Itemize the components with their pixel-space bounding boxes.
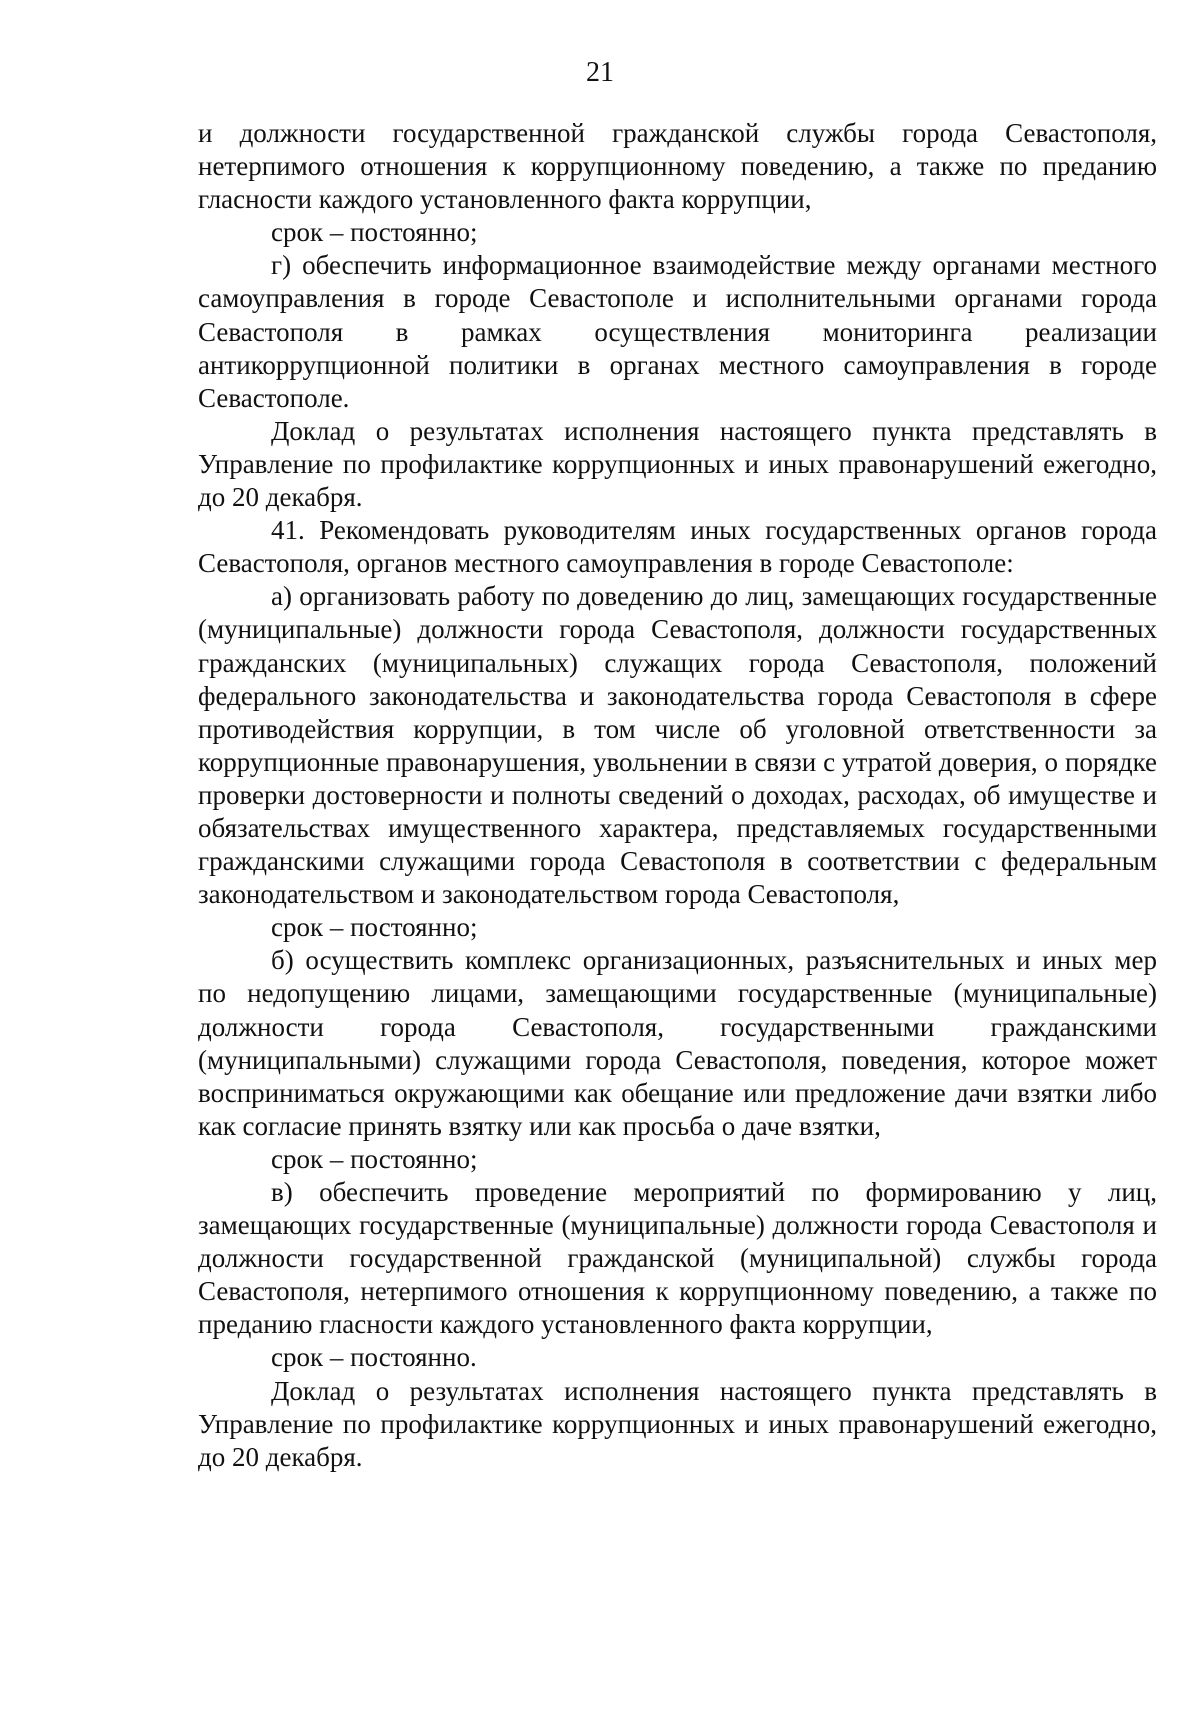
paragraph-continuation: и должности государственной гражданской службы города Севастополя, нетерпимого отношения к коррупционному поведению, а также по преданию гласности каждого установленного факта коррупции, [198,118,1157,215]
paragraph-deadline: срок – постоянно. [271,1342,477,1373]
paragraph-deadline: срок – постоянно; [271,217,478,248]
paragraph-deadline: срок – постоянно; [271,1143,478,1174]
document-body [198,117,1157,1474]
paragraph-deadline: срок – постоянно; [271,912,478,943]
page-number: 21 [586,57,614,88]
paragraph-item-b: б) осуществить комплекс организационных, разъяснительных и иных мер по недопущению лицами, замещающими государственные (муниципальные) должности города Севастополя, государственными гражданскими (муниципальными) служащими города Севастополя, поведения, которое может восприниматься окружающими как обещание или предложение дачи взятки либо как согласие принять взятку или как просьба о даче взятки, [198,945,1157,1141]
paragraph-report: Доклад о результатах исполнения настоящего пункта представлять в Управление по профилактике коррупционных и иных правонарушений ежегодно, до 20 декабря. [198,1375,1157,1472]
paragraph-report: Доклад о результатах исполнения настоящего пункта представлять в Управление по профилактике коррупционных и иных правонарушений ежегодно, до 20 декабря. [198,415,1157,513]
paragraph-item-v: в) обеспечить проведение мероприятий по формированию у лиц, замещающих государственные (муниципальные) должности города Севастополя и должности государственной гражданской (муниципальной) службы города Севастополя, нетерпимого отношения к коррупционному поведению, а также по преданию гласности каждого установленного факта коррупции, [198,1177,1157,1340]
paragraph-item-g: г) обеспечить информационное взаимодействие между органами местного самоуправления в городе Севастополе и исполнительными органами города Севастополя в рамках осуществления мониторинга реализации антикоррупционной политики в органах местного самоуправления в городе Севастополе. [198,250,1157,413]
paragraph-item-a: а) организовать работу по доведению до лиц, замещающих государственные (муниципальные) должности города Севастополя, должности государственных гражданских (муниципальных) служащих города Севастополя, положений федерального законодательства и законодательства города Севастополя в сфере противодействия коррупции, в том числе об уголовной ответственности за коррупционные правонарушения, увольнении в связи с утратой доверия, о порядке проверки достоверности и полноты сведений о доходах, расходах, об имуществе и обязательствах имущественного характера, представляемых государственными гражданскими служащими города Севастополя в соответствии с федеральным законодательством и законодательством города Севастополя, [198,581,1157,910]
paragraph-item-41: 41. Рекомендовать руководителям иных государственных органов города Севастополя, органов местного самоуправления в городе Севастополе: [198,515,1157,579]
